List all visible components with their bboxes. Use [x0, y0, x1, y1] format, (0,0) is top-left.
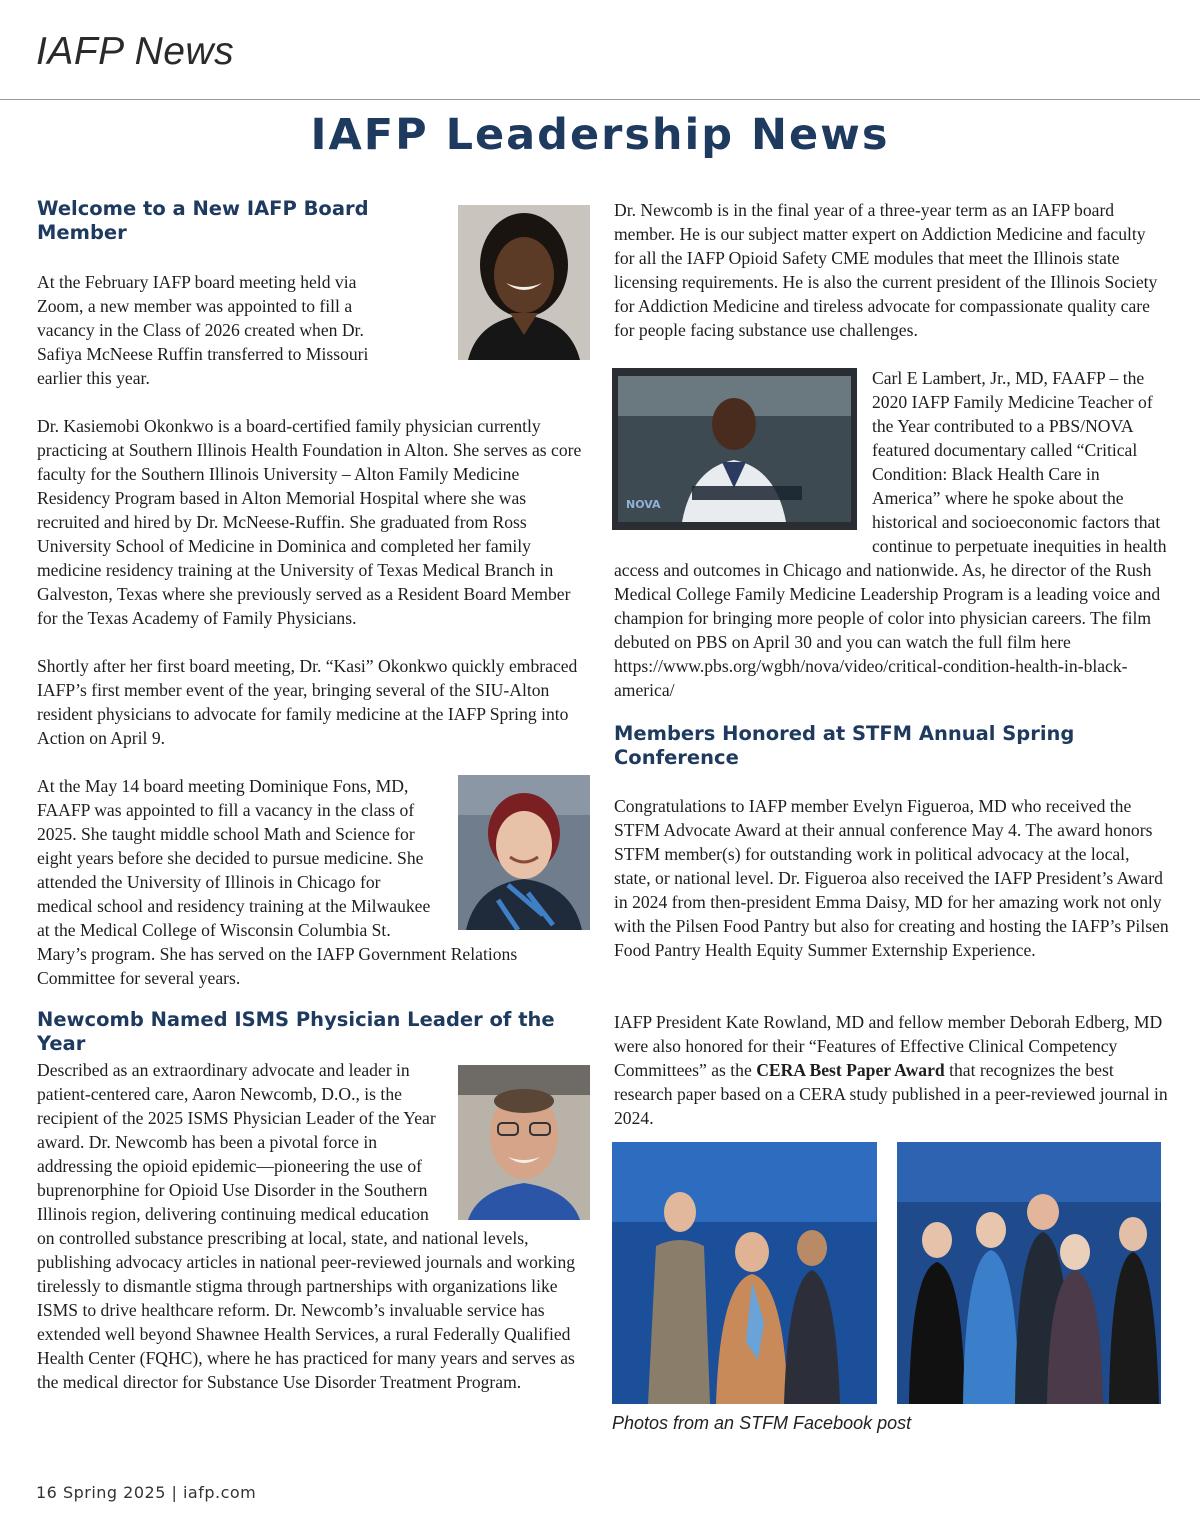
article-heading-new-board-member: Welcome to a New IAFP Board Member	[37, 197, 369, 244]
article3-paragraph-1: Congratulations to IAFP member Evelyn Figueroa, MD who received the STFM Advocate Award at their annual conference May 4. The award honors STFM member(s) for outstanding work in political advocacy at the local, state, or national level. Dr. Figueroa also received the IAFP President’s Award in 2024 from then-president Emma Daisy, MD for her amazing work not only with the Pilsen Food Pantry but also for creating and hosting the IAFP’s Pilsen Food Pantry Health Equity Summer Externship Experience.	[614, 796, 1169, 960]
article-heading-newcomb: Newcomb Named ISMS Physician Leader of the Year	[37, 1008, 555, 1055]
article1-paragraph-2: Dr. Kasiemobi Okonkwo is a board-certified family physician currently practicing at Southern Illinois Health Foundation in Alton. She serves as core faculty for the Southern Illinois University – Alton Family Medicine Residency Program based in Alton Memorial Hospital where she was recruited and hired by Dr. McNeese-Ruffin. She graduated from Ross University School of Medicine in Dominica and completed her family medicine residency training at the University of Texas Medical Branch in Galveston, Texas where she previously served as a Resident Board Member for the Texas Academy of Family Physicians.	[37, 416, 582, 628]
article3-paragraph-2-end: that recognizes the best research paper based on a CERA study published in a peer-reviewed journal in 2024.	[614, 1060, 1168, 1128]
photo-newcomb	[458, 1065, 590, 1220]
photo-lambert-tv	[612, 368, 857, 530]
photo-stfm-award-2	[897, 1142, 1161, 1404]
photo-caption: Photos from an STFM Facebook post	[612, 1413, 912, 1433]
tv-brand-label: NOVA	[626, 498, 661, 511]
photo-okonkwo	[458, 205, 590, 360]
photo-stfm-award-1	[612, 1142, 877, 1404]
article-heading-stfm: Members Honored at STFM Annual Spring Conference	[614, 722, 1075, 769]
article1-paragraph-1: At the February IAFP board meeting held via Zoom, a new member was appointed to fill a vacancy in the Class of 2026 created when Dr. Safiya McNeese Ruffin transferred to Missouri earlier this year.	[37, 272, 369, 388]
article2-paragraph-2: Dr. Newcomb is in the final year of a three-year term as an IAFP board member. He is our subject matter expert on Addiction Medicine and faculty for all the IAFP Opioid Safety CME modules that meet the Illinois state licensing requirements. He is also the current president of the Illinois Society for Addiction Medicine and tireless advocate for compassionate quality care for people facing substance use challenges.	[614, 200, 1158, 340]
section-label: IAFP News	[36, 30, 235, 73]
photo-fons	[458, 775, 590, 930]
article3-paragraph-2	[614, 1010, 1169, 1130]
article2-paragraph-3-text: Carl E Lambert, Jr., MD, FAAFP – the 2020 IAFP Family Medicine Teacher of the Year contributed to a PBS/NOVA featured documentary called “Critical Condition: Black Health Care in America” where he spoke about the historical and socioeconomic factors that continue to perpetuate inequities in health access and outcomes in Chicago and nationwide. As, he director of the Rush Medical College Family Medicine Leadership Program is a leading voice and champion for bringing more people of color into physician careers. The film debuted on PBS on April 30 and you can watch the full film here https://www.pbs.org/wgbh/nova/video/critical-condition-health-in-black-america/	[614, 368, 1167, 700]
article1-paragraph-3: Shortly after her first board meeting, Dr. “Kasi” Okonkwo quickly embraced IAFP’s first member event of the year, bringing several of the SIU-Alton resident physicians to advocate for family medicine at the IAFP Spring into Action on April 9.	[37, 656, 578, 748]
article3-paragraph-2-start: IAFP President Kate Rowland, MD and fellow member Deborah Edberg, MD were also honored for their “Features of Effective Clinical Competency Committees” as the	[614, 1012, 1163, 1080]
page-title: IAFP Leadership News	[310, 110, 890, 160]
article2-paragraph-1-text: Described as an extraordinary advocate and leader in patient-centered care, Aaron Newcomb, D.O., is the recipient of the 2025 ISMS Physician Leader of the Year award. Dr. Newcomb has been a pivotal force in addressing the opioid epidemic—pioneering the use of buprenorphine for Opioid Use Disorder in the Southern Illinois region, delivering continuing medical education on controlled substance prescribing at local, state, and national levels, publishing advocacy articles in national peer-reviewed journals and working tirelessly to dismantle stigma through partnerships with organizations like ISMS to drive healthcare reform. Dr. Newcomb’s invaluable service has extended well beyond Shawnee Health Services, a rural Federally Qualified Health Center (FQHC), where he has practiced for many years and serves as the medical director for Substance Use Disorder Treatment Program.	[37, 1060, 576, 1392]
article1-paragraph-4-text: At the May 14 board meeting Dominique Fons, MD, FAAFP was appointed to fill a vacancy in the class of 2025. She taught middle school Math and Science for eight years before she decided to pursue medicine. She attended the University of Illinois in Chicago for medical school and residency training at the Milwaukee at the Medical College of Wisconsin Columbia St. Mary’s program. She has served on the IAFP Government Relations Committee for several years.	[37, 776, 518, 988]
header-divider	[0, 99, 1200, 100]
cera-award-name: CERA Best Paper Award	[756, 1060, 945, 1080]
page-footer: 16 Spring 2025 | iafp.com	[36, 1483, 257, 1502]
